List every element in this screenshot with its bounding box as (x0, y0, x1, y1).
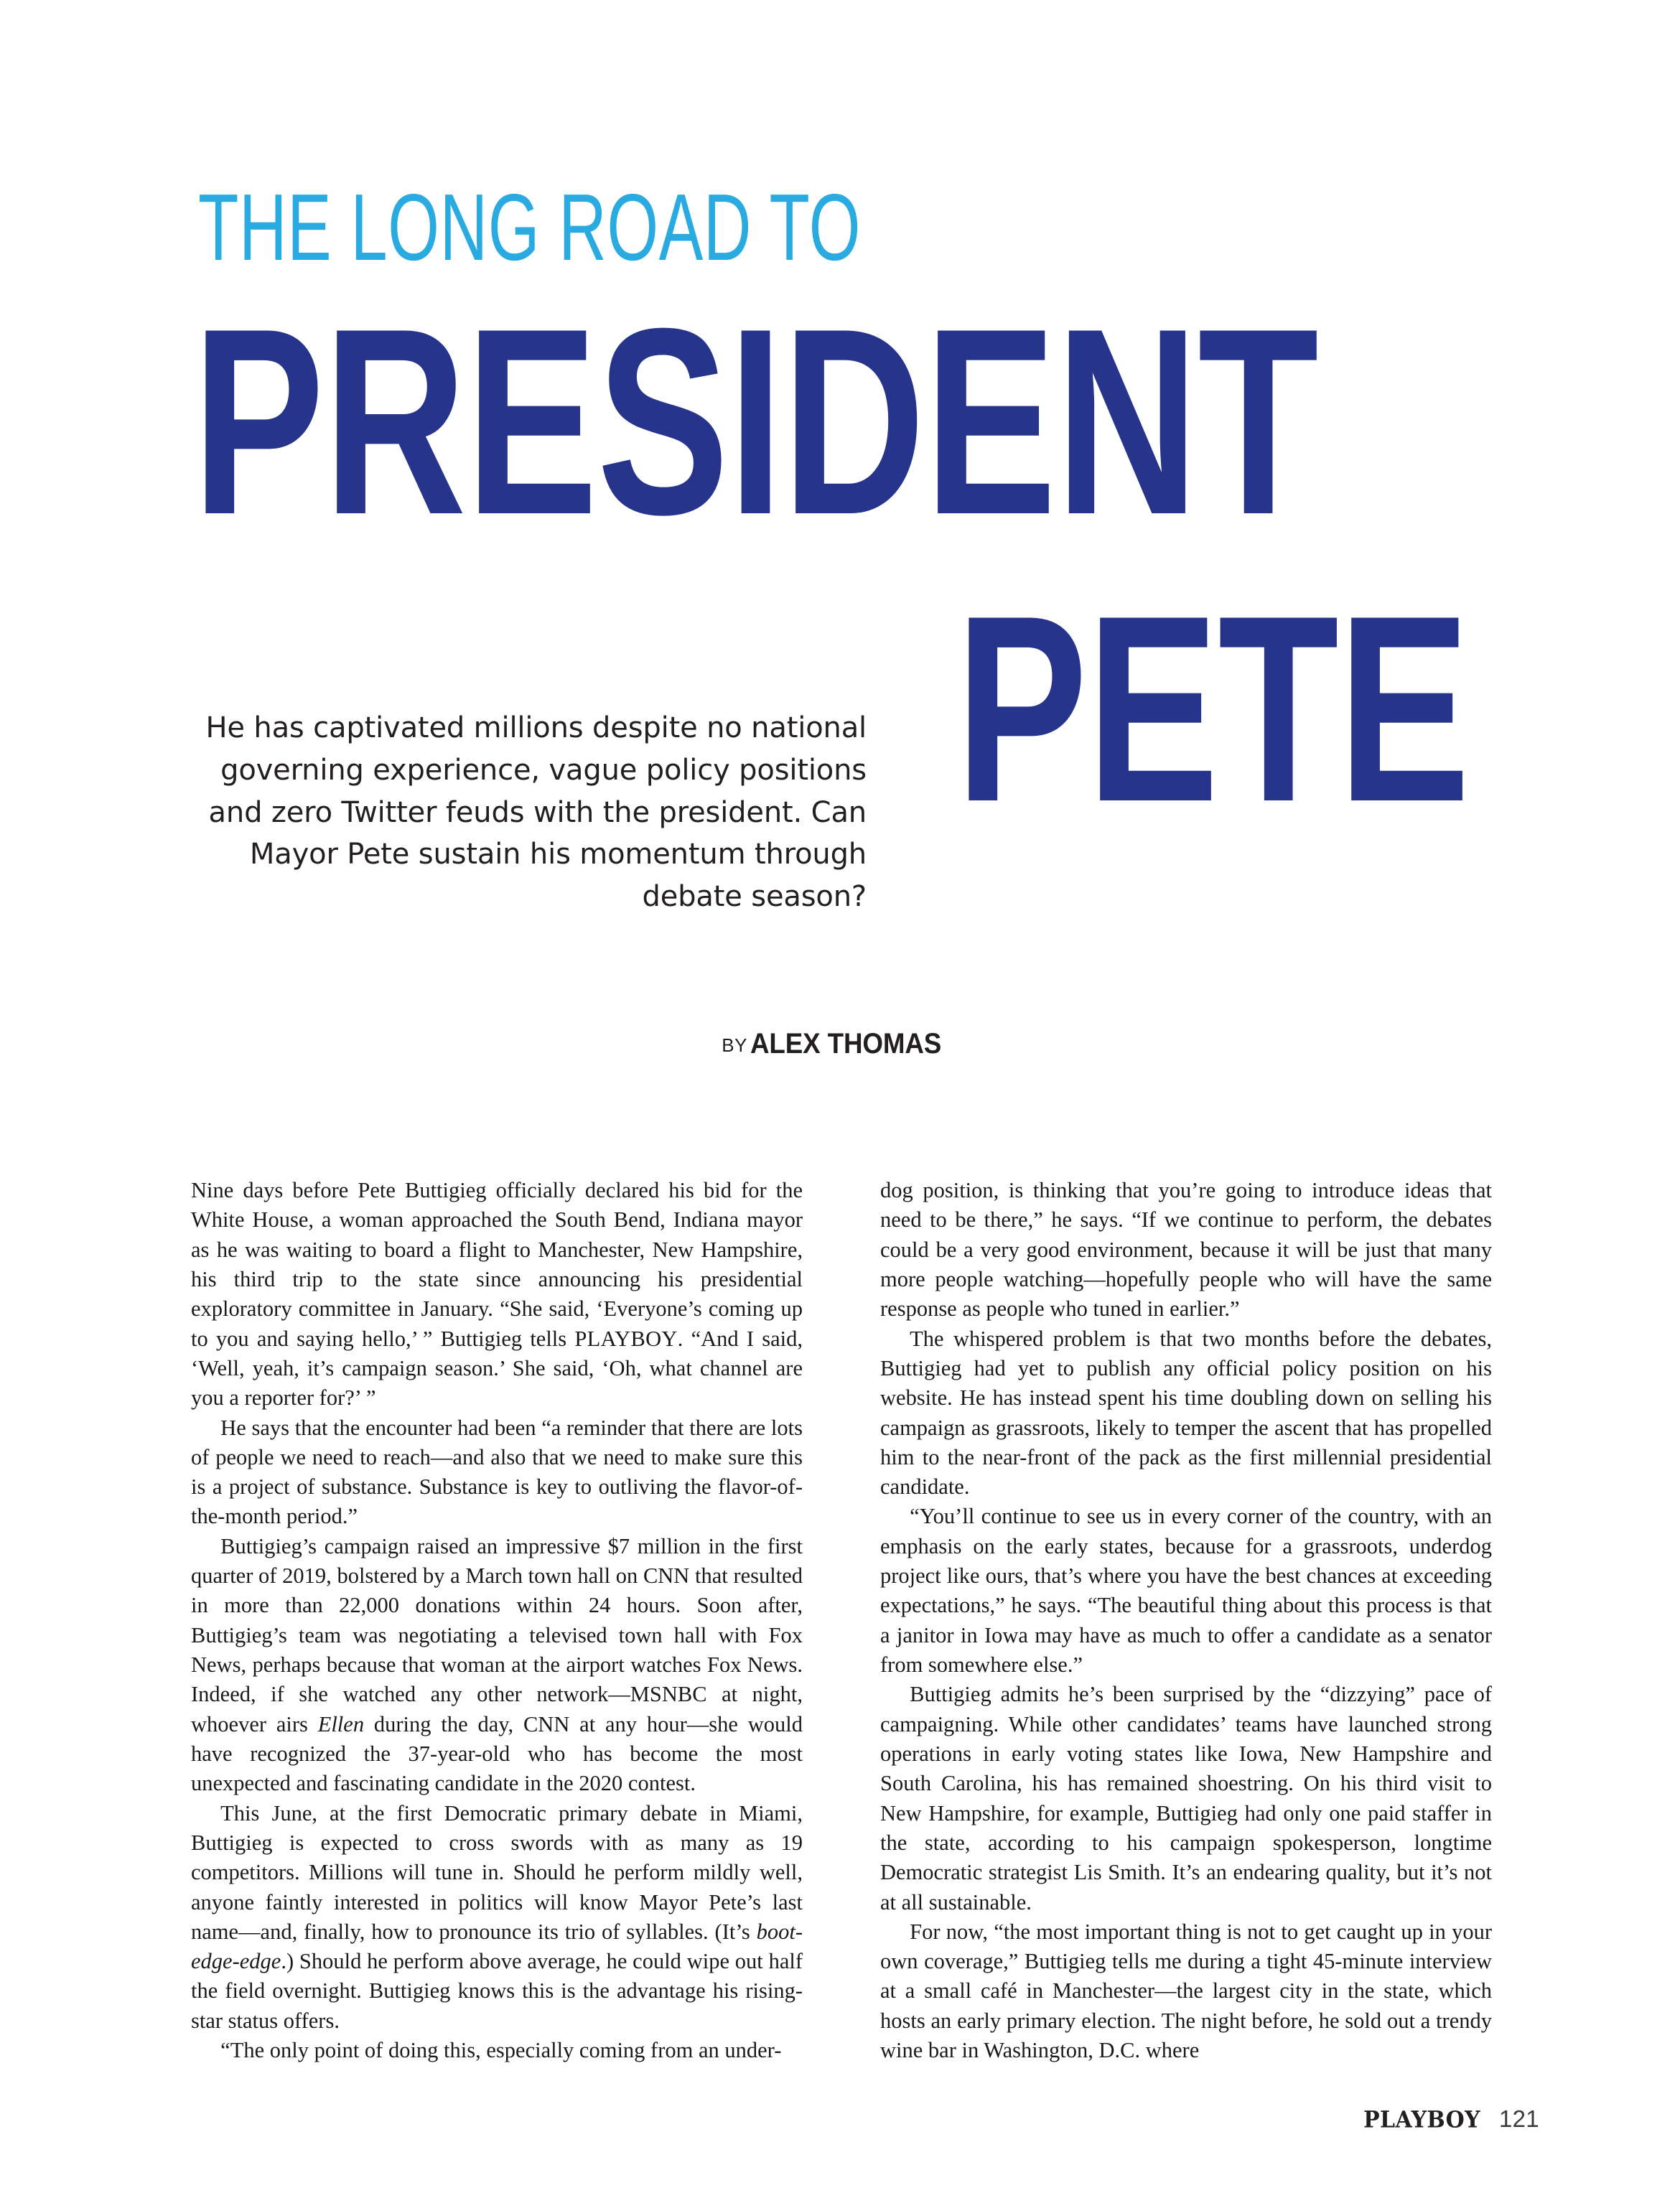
body-paragraph: “The only point of doing this, especially coming from an under- (220, 2038, 782, 2063)
body-column-right (880, 1176, 1492, 2065)
page-footer (1363, 2105, 1539, 2133)
page-number: 121 (1498, 2105, 1539, 2132)
body-paragraph: This June, at the first Democratic primary debate in Miami, Buttigieg is expected to cross swords with as many as 19 competitors. Millions will tune in. Should he perform mildly well, anyone faintly interested in politics will know Mayor Pete’s last name—and, finally, how to pronounce its trio of syllables. (It’s boot-edge-edge.) Should he perform above average, he could wipe out half the field overnight. Buttigieg knows this is the advantage his rising-star status offers. (191, 1800, 803, 2033)
article-body (191, 1176, 1492, 2065)
byline-prefix: BY (722, 1034, 747, 1056)
body-column-left (191, 1176, 803, 2065)
body-paragraph: “You’ll continue to see us in every corner of the country, with an emphasis on the early states, because for a grassroots, underdog project like ours, that’s where you have the best chances at exceeding expectations,” he says. “The beautiful thing about this process is that a janitor in Iowa may have as much to offer a candidate as a senator from somewhere else.” (880, 1504, 1492, 1677)
emphasis-text: boot-edge-edge (191, 1919, 803, 1974)
headline-line-pete: PETE (956, 561, 1470, 857)
byline (0, 1028, 1680, 1060)
body-paragraph: For now, “the most important thing is not to get caught up in your own coverage,” Buttigieg tells me during a tight 45-minute interview at a small café in Manchester—the largest city in the state, which hosts an early primary election. The night before, he sold out a trendy wine bar in Washington, D.C. where (880, 1919, 1492, 2063)
article-deck: He has captivated millions despite no national governing experience, vague policy positions and zero Twitter feuds with the president. Can Mayor Pete sustain his momentum through debate season? (205, 711, 867, 914)
byline-author: ALEX THOMAS (750, 1028, 942, 1060)
emphasis-text: Ellen (317, 1711, 365, 1736)
headline-kicker: THE LONG ROAD TO (198, 174, 862, 280)
smallcaps-text: PLAYBOY (574, 1326, 678, 1351)
body-paragraph: dog position, is thinking that you’re going to introduce ideas that need to be there,” he says. “If we continue to perform, the debates could be a very good environment, because it will be just that many more people watching—hopefully people who will have the same response as people who tuned in earlier.” (880, 1178, 1492, 1322)
body-paragraph: Buttigieg admits he’s been surprised by the “dizzying” pace of campaigning. While other candidates’ teams have launched strong operations in early voting states like Iowa, New Hampshire and South Carolina, his has remained shoestring. On his third visit to New Hampshire, for example, Buttigieg had only one paid staffer in the state, according to his campaign spokesperson, longtime Democratic strategist Lis Smith. It’s an endearing quality, but it’s not at all sustainable. (880, 1682, 1492, 1914)
body-paragraph: Buttigieg’s campaign raised an impressive $7 million in the first quarter of 2019, bolstered by a March town hall on CNN that resulted in more than 22,000 donations within 24 hours. Soon after, Buttigieg’s team was negotiating a televised town hall with Fox News, perhaps because that woman at the airport watches Fox News. Indeed, if she watched any other network—MSNBC at night, whoever airs Ellen during the day, CNN at any hour—she would have recognized the 37-year-old who has become the most unexpected and fascinating candidate in the 2020 contest. (191, 1533, 803, 1796)
body-paragraph: The whispered problem is that two months before the debates, Buttigieg had yet to publish any official policy position on his website. He has instead spent his time doubling down on selling his campaign as grassroots, likely to temper the ascent that has propelled him to the near-front of the pack as the first millennial presidential candidate. (880, 1326, 1492, 1500)
playboy-logo: PLAYBOY (1363, 2106, 1480, 2134)
body-paragraph: Nine days before Pete Buttigieg officially declared his bid for the White House, a woman approached the South Bend, Indiana mayor as he was waiting to board a flight to Manchester, New Hampshire, his third trip to the state since announcing his presidential exploratory committee in January. “She said, ‘Everyone’s coming up to you and saying hello,’ ” Buttigieg tells PLAYBOY. “And I said, ‘Well, yeah, it’s campaign season.’ She said, ‘Oh, what channel are you a reporter for?’ ” (191, 1178, 803, 1411)
body-paragraph: He says that the encounter had been “a reminder that there are lots of people we need to reach—and also that we need to make sure this is a project of substance. Substance is key to outliving the flavor-of-the-month period.” (191, 1415, 803, 1529)
headline-line-president: PRESIDENT (192, 273, 1318, 570)
